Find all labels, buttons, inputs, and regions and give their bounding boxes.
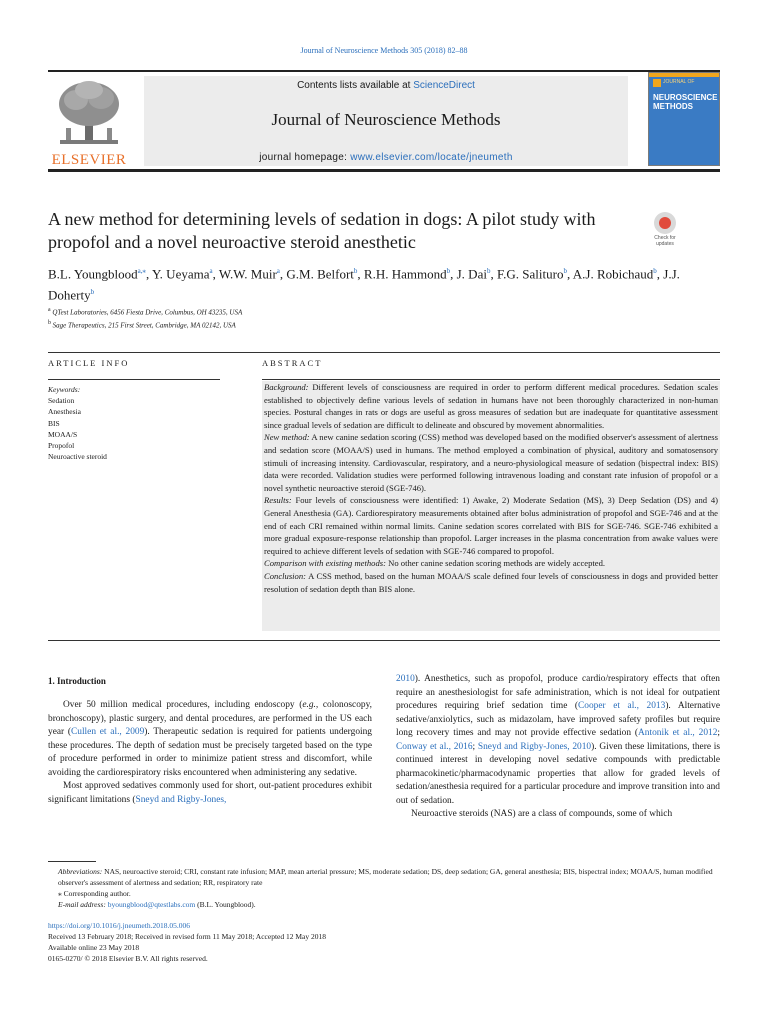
abstract-bottom-rule <box>48 640 720 641</box>
author-list <box>48 262 688 305</box>
author-affiliation-marker[interactable]: b <box>353 267 358 275</box>
abstract-section-label: Conclusion: <box>264 570 307 581</box>
contents-prefix: Contents lists available at <box>297 80 414 91</box>
abstract-section-label: Comparison with existing methods: <box>264 558 386 569</box>
author-name[interactable]: Y. Ueyama <box>151 266 210 282</box>
affiliation: $^b$ Sage Therapeutics, 215 First Street, Cambridge, MA 02142, USA <box>48 320 236 330</box>
author-separator: , <box>357 266 364 282</box>
abstract-section-label: New method: <box>264 432 310 443</box>
author-affiliation-marker[interactable]: b <box>653 267 657 275</box>
header-bottom-rule <box>48 169 720 172</box>
citation-link[interactable]: Cooper et al., 2013 <box>578 701 666 711</box>
author-separator: , <box>490 266 497 282</box>
abstract-section-label: Background: <box>264 382 309 392</box>
keywords-block <box>48 384 218 462</box>
paragraph: Over 50 million medical procedures, including endoscopy (e.g., colonoscopy, bronchoscopy), plastic surgery, and dental procedures, are performed in the US each year (Cullen et al., 2009). Therapeutic sedation is required for patients undergoing these procedures. The depth of sedation must be precisely targeted based on the type of procedure performed in order to minimize patient stress and discomfort, while avoiding the cardiorespiratory risks encountered when administering any sedative. <box>48 700 372 778</box>
author-affiliation-marker[interactable]: a <box>276 267 280 275</box>
abstract-section-text: A CSS method, based on the human MOAA/S scale defined four levels of consciousness in dogs and provided better resolution of sedation depth than BIS alone. <box>264 570 718 594</box>
author-separator: , <box>279 266 287 282</box>
keyword: BIS <box>48 418 60 428</box>
cover-square <box>653 79 661 87</box>
email-link[interactable]: byoungblood@qtestlabs.com <box>107 900 196 909</box>
publisher-name: ELSEVIER <box>51 152 127 168</box>
author-affiliation-marker[interactable]: a <box>209 267 213 275</box>
abstract-section <box>264 494 718 557</box>
corresponding-author-note: ⁎ Corresponding author. <box>58 889 131 898</box>
available-online: Available online 23 May 2018 <box>48 943 140 952</box>
keyword: Propofol <box>48 441 75 451</box>
publication-info <box>48 920 720 964</box>
header-top-rule <box>48 70 720 72</box>
author-affiliation-marker[interactable]: a,⁎ <box>137 267 146 275</box>
article-info-heading: ARTICLE INFO <box>48 358 130 368</box>
homepage-link[interactable]: www.elsevier.com/locate/jneumeth <box>350 152 513 163</box>
keyword: MOAA/S <box>48 429 78 439</box>
article-info-rule <box>48 352 720 353</box>
contents-line <box>144 80 628 91</box>
abbreviations-footnote: Abbreviations: NAS, neuroactive steroid; CRI, constant rate infusion; MAP, mean arterial pressure; MS, moderate sedation; DS, deep sedation; GA, general anesthesia; BIS, bispectral index; MOAA/S, human modified observer's assessment of alertness and sedation; RR, respiratory rate <box>58 867 713 887</box>
journal-reference[interactable]: Journal of Neuroscience Methods 305 (2018) 82–88 <box>300 46 468 55</box>
author-affiliation-marker[interactable]: b <box>486 267 491 275</box>
body-column-right <box>396 673 720 822</box>
abstract-section-label: Results: <box>264 495 292 506</box>
keywords-list <box>48 395 218 462</box>
keywords-label: Keywords: <box>48 385 81 394</box>
abstract-section <box>264 570 718 595</box>
keyword: Sedation <box>48 396 75 406</box>
author-affiliation-marker[interactable]: b <box>446 267 451 275</box>
author-affiliation-marker[interactable]: b <box>90 288 95 297</box>
affiliations <box>48 305 688 332</box>
email-footnote: E-mail address: byoungblood@qtestlabs.com (B.L. Youngblood). <box>58 900 256 909</box>
cover-band <box>649 73 719 77</box>
check-updates-icon <box>654 212 676 234</box>
copyright-notice: 0165-0270/ © 2018 Elsevier B.V. All rights reserved. <box>48 954 208 963</box>
homepage-prefix: journal homepage: <box>259 152 351 163</box>
author-name[interactable]: F.G. Salituro <box>496 266 564 282</box>
author-name[interactable]: R.H. Hammond <box>363 266 447 282</box>
abstract-section-text: No other canine sedation scoring methods are widely accepted. <box>388 558 606 569</box>
article-title: A new method for determining levels of sedation in dogs: A pilot study with propofol and a novel neuroactive steroid anesthetic <box>48 209 596 252</box>
citation-link[interactable]: Sneyd and Rigby-Jones, 2010 <box>477 741 592 752</box>
keywords-rule <box>48 379 220 380</box>
author-name[interactable]: G.M. Belfort <box>286 266 354 282</box>
abstract-section <box>264 557 718 570</box>
affiliation: $^a$ QTest Laboratories, 6456 Fiesta Drive, Columbus, OH 43235, USA <box>48 307 243 317</box>
abstract-body <box>262 381 720 631</box>
keyword: Anesthesia <box>48 407 81 417</box>
citation-link[interactable]: 2010 <box>396 674 415 684</box>
sciencedirect-link[interactable]: ScienceDirect <box>413 80 475 91</box>
author-name[interactable]: J.J. Doherty <box>48 266 680 303</box>
paragraph: Neuroactive steroids (NAS) are a class of compounds, some of which <box>411 809 673 819</box>
section-heading-introduction: 1. Introduction <box>48 676 106 686</box>
citation-link[interactable]: Sneyd and Rigby-Jones, <box>135 794 227 805</box>
tree-icon <box>54 78 124 148</box>
author-separator: , <box>566 266 573 282</box>
abstract-section-text: Four levels of consciousness were identified: 1) Awake, 2) Moderate Sedation (MS), 3) Deep Sedation (DS) and 4) General Anesthesia (GA). Cardiorespiratory measurements obtained after bolus administration of propofol and SGE-746 and at the end of each CRI remained within normal limits. Canine sedation scores correlated with BIS for SGE-746. SGE-746 exhibited a more gradual exposure-response relationship than propofol. Larger increases in the plasma concentration from awake values were required to achieve different levels of sedation with SGE-746 compared to propofol. <box>264 495 718 556</box>
author-separator: , <box>212 266 219 282</box>
author-name[interactable]: A.J. Robichaud <box>572 266 654 282</box>
keyword: Neuroactive steroid <box>48 452 107 462</box>
abstract-heading: ABSTRACT <box>262 358 323 368</box>
journal-title: Journal of Neuroscience Methods <box>271 110 501 129</box>
author-separator: , <box>145 266 152 282</box>
check-updates-label: Check for updates <box>654 235 676 247</box>
body-column-left <box>48 699 372 807</box>
elsevier-logo[interactable] <box>48 76 130 170</box>
abstract-section-text: A new canine sedation scoring (CSS) method was developed based on the modified observer's assessment of alertness and sedation score (MOAA/S) used in humans. The method employed a combination of physical, auditory and somatosensory stimuli of increasing intensity. Cardiovascular, respiratory, and a neuro-physiological measure of sedation (bispectral index: BIS) data were recorded. Validation studies were performed following intravenous loading and constant rate infusion of propofol or a novel synthetic neuroactive steroid (SGE-746). <box>264 432 718 493</box>
footnotes <box>48 866 720 910</box>
masthead <box>144 76 628 166</box>
footnote-rule <box>48 861 96 862</box>
cover-small-text: JOURNAL OF <box>663 79 695 85</box>
abstract-section <box>264 431 718 494</box>
journal-header <box>48 70 720 170</box>
cover-title: NEUROSCIENCE METHODS <box>653 93 718 111</box>
citation-link[interactable]: Conway et al., 2016 <box>396 741 473 752</box>
paragraph: Most approved sedatives commonly used for short, out-patient procedures exhibit significant limitations (Sneyd and Rigby-Jones, <box>48 781 372 805</box>
received-dates: Received 13 February 2018; Received in revised form 11 May 2018; Accepted 12 May 2018 <box>48 932 326 941</box>
journal-homepage <box>144 152 628 163</box>
abstract-section-text: Different levels of consciousness are required in order to perform different medical procedures. Sedation scales established to objectively define various levels of sedation in humans have not been thoroughly characterized in non-human species. Postural changes in rats or dogs are useful as gross measures of sedation but are inadequate for quantitative assessment since gradual levels of sedation are difficult to delineate and obscured by movement abnormalities. <box>264 382 718 430</box>
check-for-updates-badge[interactable] <box>645 212 685 252</box>
author-name[interactable]: B.L. Youngblood <box>48 266 138 282</box>
author-name[interactable]: W.W. Muir <box>218 266 277 282</box>
citation-link[interactable]: Cullen et al., 2009 <box>71 727 145 737</box>
journal-cover[interactable] <box>648 72 720 166</box>
author-separator: , <box>656 266 664 282</box>
paragraph: 2010). Anesthetics, such as propofol, produce cardio/respiratory effects that often require an anesthesiologist for safe administration, which is not ideal for outpatient procedures requiring brief sedation time (Cooper et al., 2013). Alternative sedative/anxiolytics, such as midazolam, have improved safety profiles but require long recovery times and may not provide effective sedation (Antonik et al., 2012; Conway et al., 2016; Sneyd and Rigby-Jones, 2010). Given these limitations, there is continued interest in developing novel sedative compounds with predictable pharmacokinetic/pharmacodynamic properties that allow for graded levels of sedation/anesthesia required for a particular procedure and improve transition into and out of sedation. <box>396 674 721 806</box>
doi-link[interactable]: https://doi.org/10.1016/j.jneumeth.2018.05.006 <box>48 921 190 930</box>
author-affiliation-marker[interactable]: b <box>563 267 567 275</box>
abstract-rule <box>262 379 720 380</box>
abstract-section <box>264 381 718 431</box>
author-name[interactable]: J. Dai <box>456 266 487 282</box>
author-separator: , <box>450 266 457 282</box>
citation-link[interactable]: Antonik et al., 2012 <box>638 728 718 738</box>
